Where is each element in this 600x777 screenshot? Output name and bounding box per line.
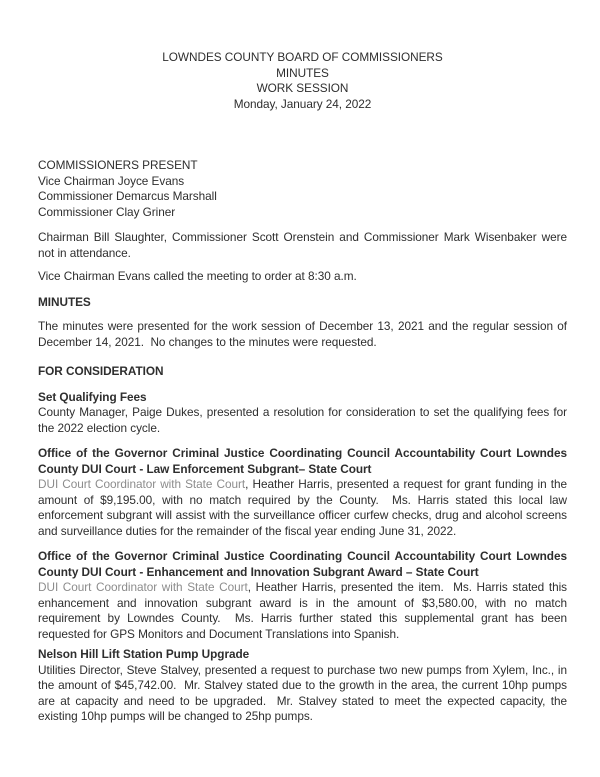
meeting-date: Monday, January 24, 2022 xyxy=(233,96,372,111)
agenda-item-body xyxy=(38,580,571,642)
agenda-item-dui-law-enforcement-subgrant xyxy=(38,446,571,539)
absent-commissioners-note: Chairman Bill Slaughter, Commissioner Scott Orenstein and Commissioner Mark Wisenbaker were not in attendance. xyxy=(38,230,571,260)
minutes-section-heading: MINUTES xyxy=(38,294,91,309)
commissioners-present-block xyxy=(38,158,567,220)
minutes-section-body: The minutes were presented for the work session of December 13, 2021 and the regular session of December 14, 2021. No changes to the minutes were requested. xyxy=(38,319,571,349)
commissioner-present-name: Vice Chairman Joyce Evans xyxy=(38,173,185,188)
for-consideration-heading: FOR CONSIDERATION xyxy=(38,364,164,378)
agenda-item-body xyxy=(38,477,571,539)
agenda-item-heading: Nelson Hill Lift Station Pump Upgrade xyxy=(38,647,250,661)
commissioner-present-name: Commissioner Demarcus Marshall xyxy=(38,189,217,203)
organization-title: LOWNDES COUNTY BOARD OF COMMISSIONERS xyxy=(162,50,443,64)
document-type: MINUTES xyxy=(276,65,329,80)
call-to-order-note: Vice Chairman Evans called the meeting to order at 8:30 a.m. xyxy=(38,269,357,283)
agenda-item-set-qualifying-fees xyxy=(38,389,571,437)
role-lead-text: DUI Court Coordinator with State Court xyxy=(38,477,246,491)
commissioner-present-name: Commissioner Clay Griner xyxy=(38,204,176,219)
agenda-item-body: County Manager, Paige Dukes, presented a resolution for consideration to set the qualifying fees for the 2022 election cycle. xyxy=(38,405,571,435)
agenda-item-heading: Office of the Governor Criminal Justice Coordinating Council Accountability Court Lowndes County DUI Court - Law Enforcement Subgrant– State Court xyxy=(38,446,571,476)
agenda-item-body: Utilities Director, Steve Stalvey, presented a request to purchase two new pumps from Xylem, Inc., in the amount of $45,742.00. Mr. Stalvey stated due to the growth in the area, the current 10hp pumps are at capacity and need to be upgraded. Mr. Stalvey stated to meet the expected capacity, the existing 10hp pumps will be changed to 25hp pumps. xyxy=(38,662,571,723)
agenda-item-body-text: , Heather Harris, presented the item. Ms. Harris stated this enhancement and innovation subgrant award is in the amount of $3,580.00, with no match requirement by Lowndes County. Ms. Harris further stated this supplemental grant has been requested for GPS Monitors and Document Translations into Spanish. xyxy=(38,580,571,641)
agenda-item-dui-enhancement-innovation-subgrant xyxy=(38,549,571,642)
role-lead-text: DUI Court Coordinator with State Court xyxy=(38,580,248,594)
agenda-item-heading: Set Qualifying Fees xyxy=(38,389,147,404)
agenda-item-body-text: , Heather Harris, presented a request for grant funding in the amount of $9,195.00, with no match required by the County. Ms. Harris stated this local law enforcement subgrant will assist with the surveillance officer curfew checks, drug and alcohol screens and surveillance duties for the remainder of the fiscal year ending June 31, 2022. xyxy=(38,477,571,538)
agenda-item-heading: Office of the Governor Criminal Justice Coordinating Council Accountability Court Lowndes County DUI Court - Enhancement and Innovation Subgrant Award – State Court xyxy=(38,549,571,579)
session-type: WORK SESSION xyxy=(256,81,349,95)
document-header xyxy=(38,50,567,112)
agenda-item-nelson-hill-pump-upgrade xyxy=(38,647,571,725)
commissioners-present-heading: COMMISSIONERS PRESENT xyxy=(38,158,198,172)
